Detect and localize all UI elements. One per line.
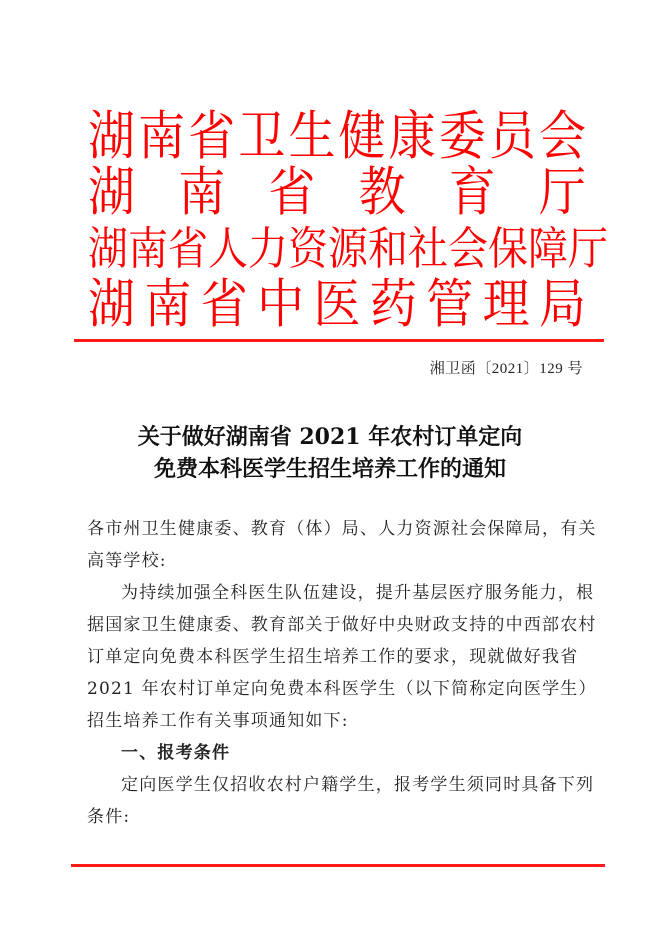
- header-red-divider: [74, 339, 604, 342]
- paragraph2-line2: 条件:: [87, 807, 131, 827]
- header-char: 会: [448, 223, 488, 276]
- paragraph1-line3: 订单定向免费本科医学生招生培养工作的要求，现就做好我省: [87, 647, 579, 667]
- header-char: 局: [539, 274, 586, 336]
- header-char: 生: [288, 106, 336, 168]
- header-char: 障: [528, 223, 568, 276]
- header-char: 省: [200, 274, 248, 336]
- header-char: 卫: [238, 106, 286, 168]
- header-char: 育: [448, 162, 496, 224]
- header-char: 健: [338, 106, 386, 168]
- header-char: 湖: [88, 106, 135, 168]
- header-char: 南: [144, 274, 192, 336]
- header-line-education-dept: [88, 162, 586, 225]
- paragraph1-line2: 据国家卫生健康委、教育部关于做好中央财政支持的中西部农村: [87, 615, 597, 635]
- header-char: 省: [268, 162, 316, 224]
- header-char: 员: [488, 106, 536, 168]
- paragraph1-line4: 2021 年农村订单定向免费本科医学生（以下简称定向医学生）: [87, 679, 597, 699]
- header-char: 保: [488, 223, 528, 276]
- header-char: 教: [358, 162, 406, 224]
- header-char: 南: [138, 106, 186, 168]
- header-line-health-commission: [88, 106, 586, 169]
- footer-red-divider: [71, 864, 605, 867]
- header-char: 南: [178, 162, 226, 224]
- header-char: 南: [128, 223, 168, 276]
- addressee-line2: 高等学校:: [87, 551, 167, 571]
- header-char: 康: [388, 106, 436, 168]
- notice-title-line2: 免费本科医学生招生培养工作的通知: [153, 456, 506, 482]
- section-heading-eligibility: 一、报考条件: [121, 743, 231, 763]
- header-char: 医: [313, 274, 361, 336]
- document-number: 湘卫函〔2021〕129 号: [429, 361, 583, 377]
- header-line-hr-social-security: [88, 218, 608, 281]
- paragraph2-line1: 定向医学生仅招收农村户籍学生，报考学生须同时具备下列: [121, 775, 595, 795]
- header-char: 人: [208, 223, 248, 276]
- header-line-tcm-bureau: [88, 274, 586, 337]
- header-char: 湖: [88, 274, 135, 336]
- header-char: 厅: [538, 162, 586, 224]
- header-char: 源: [328, 223, 368, 276]
- notice-title-line1: 关于做好湖南省 2021 年农村订单定向: [137, 424, 523, 450]
- paragraph1-line5: 招生培养工作有关事项通知如下:: [87, 711, 349, 731]
- header-char: 湖: [88, 223, 128, 276]
- header-char: 社: [408, 223, 448, 276]
- header-char: 会: [538, 106, 586, 168]
- header-char: 管: [426, 274, 474, 336]
- header-char: 力: [248, 223, 288, 276]
- header-char: 省: [168, 223, 208, 276]
- header-char: 理: [482, 274, 530, 336]
- header-char: 资: [288, 223, 328, 276]
- addressee-line1: 各市州卫生健康委、教育（体）局、人力资源社会保障局，有关: [87, 519, 597, 539]
- header-char: 厅: [568, 223, 608, 276]
- header-char: 药: [369, 274, 417, 336]
- header-char: 湖: [88, 162, 135, 224]
- header-char: 中: [257, 274, 305, 336]
- header-char: 委: [438, 106, 486, 168]
- header-char: 和: [368, 223, 408, 276]
- paragraph1-line1: 为持续加强全科医生队伍建设，提升基层医疗服务能力，根: [121, 583, 595, 603]
- header-char: 省: [188, 106, 236, 168]
